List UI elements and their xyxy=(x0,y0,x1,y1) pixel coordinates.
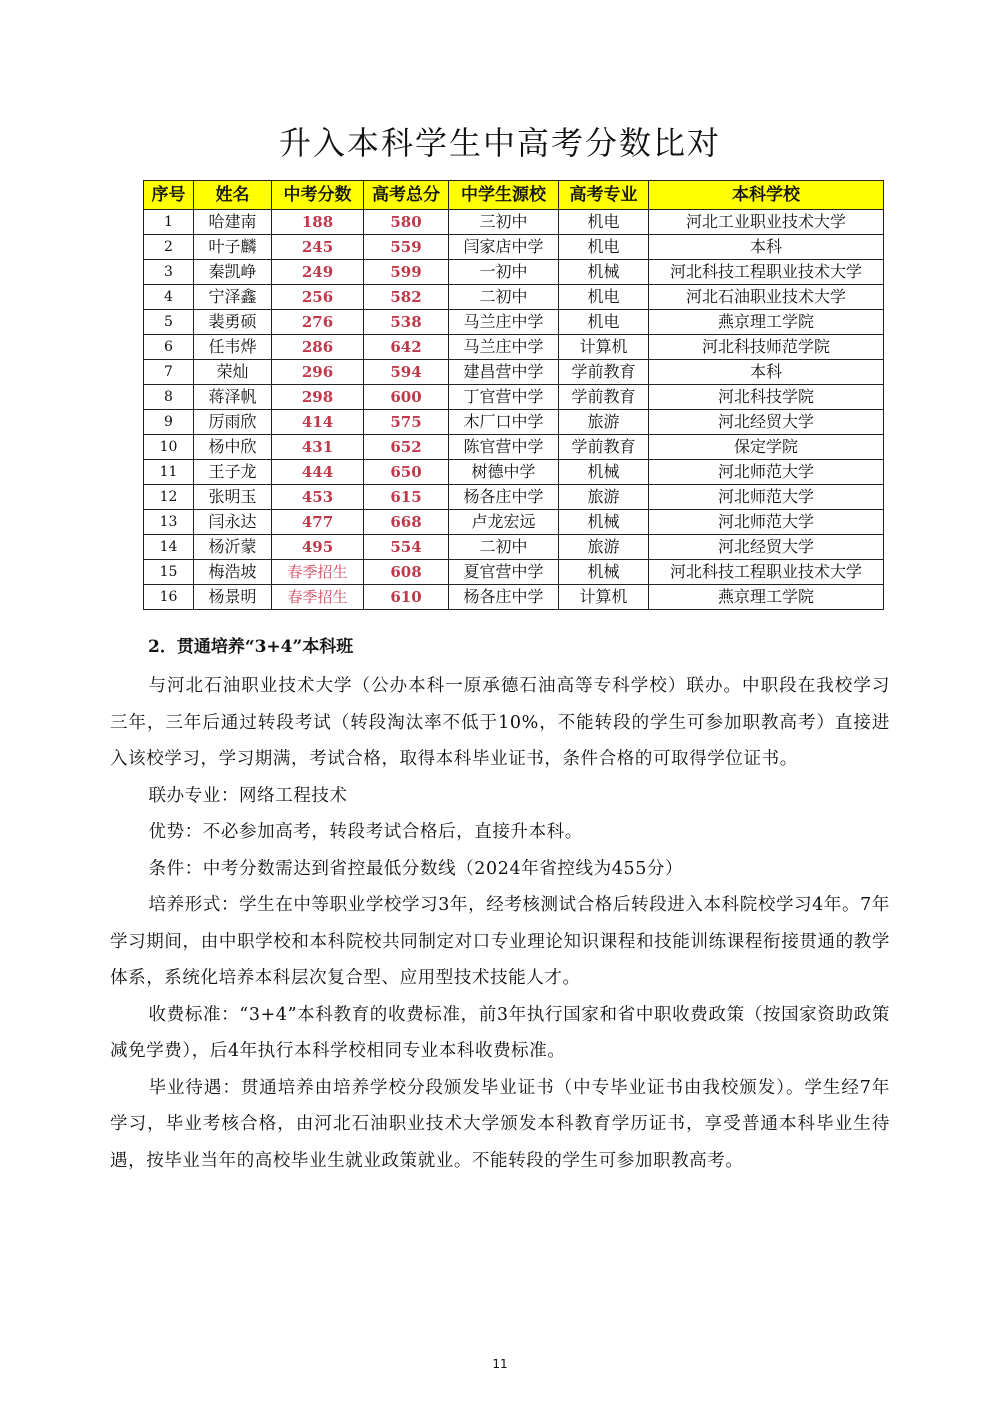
paragraph: 联办专业：网络工程技术 xyxy=(148,785,348,806)
source-school: 木厂口中学 xyxy=(449,410,559,435)
source-school: 一初中 xyxy=(449,260,559,285)
table-row xyxy=(144,510,884,535)
row-index: 8 xyxy=(144,385,194,410)
gaokao-score: 554 xyxy=(364,535,449,560)
row-index: 16 xyxy=(144,585,194,610)
university: 河北科技师范学院 xyxy=(649,335,884,360)
header-cell: 中考分数 xyxy=(272,181,364,210)
gaokao-score: 642 xyxy=(364,335,449,360)
student-name: 哈建南 xyxy=(194,210,272,235)
university: 燕京理工学院 xyxy=(649,585,884,610)
row-index: 1 xyxy=(144,210,194,235)
student-name: 王子龙 xyxy=(194,460,272,485)
row-index: 11 xyxy=(144,460,194,485)
student-name: 蒋泽帆 xyxy=(194,385,272,410)
gaokao-score: 580 xyxy=(364,210,449,235)
zhongkao-score: 286 xyxy=(272,335,364,360)
major: 机械 xyxy=(559,460,649,485)
major: 机械 xyxy=(559,560,649,585)
major: 机电 xyxy=(559,210,649,235)
gaokao-score: 594 xyxy=(364,360,449,385)
zhongkao-score: 春季招生 xyxy=(272,560,364,585)
university: 河北科技学院 xyxy=(649,385,884,410)
source-school: 闫家店中学 xyxy=(449,235,559,260)
zhongkao-score: 453 xyxy=(272,485,364,510)
source-school: 丁官营中学 xyxy=(449,385,559,410)
zhongkao-score: 276 xyxy=(272,310,364,335)
table-row xyxy=(144,310,884,335)
paragraph: 收费标准：“3+4”本科教育的收费标准，前3年执行国家和省中职收费政策（按国家资助政策减免学费），后4年执行本科学校相同专业本科收费标准。 xyxy=(110,1004,890,1061)
zhongkao-score: 298 xyxy=(272,385,364,410)
source-school: 马兰庄中学 xyxy=(449,335,559,360)
header-cell: 高考专业 xyxy=(559,181,649,210)
major: 旅游 xyxy=(559,410,649,435)
table-row xyxy=(144,435,884,460)
source-school: 二初中 xyxy=(449,285,559,310)
paragraph: 毕业待遇：贯通培养由培养学校分段颁发毕业证书（中专毕业证书由我校颁发）。学生经7年学习，毕业考核合格，由河北石油职业技术大学颁发本科教育学历证书，享受普通本科毕业生待遇，按毕业当年的高校毕业生就业政策就业。不能转段的学生可参加职教高考。 xyxy=(110,1077,890,1171)
gaokao-score: 650 xyxy=(364,460,449,485)
gaokao-score: 608 xyxy=(364,560,449,585)
header-cell: 中学生源校 xyxy=(449,181,559,210)
page-title: 升入本科学生中高考分数比对 xyxy=(278,124,721,162)
gaokao-score: 652 xyxy=(364,435,449,460)
table-row xyxy=(144,360,884,385)
zhongkao-score: 188 xyxy=(272,210,364,235)
university: 河北工业职业技术大学 xyxy=(649,210,884,235)
student-name: 叶子麟 xyxy=(194,235,272,260)
student-name: 杨景明 xyxy=(194,585,272,610)
source-school: 树德中学 xyxy=(449,460,559,485)
university: 河北师范大学 xyxy=(649,460,884,485)
score-comparison-table xyxy=(143,180,884,610)
university: 河北石油职业技术大学 xyxy=(649,285,884,310)
gaokao-score: 559 xyxy=(364,235,449,260)
row-index: 13 xyxy=(144,510,194,535)
table-header-row xyxy=(144,181,884,210)
table-row xyxy=(144,485,884,510)
header-cell: 本科学校 xyxy=(649,181,884,210)
zhongkao-score: 256 xyxy=(272,285,364,310)
source-school: 杨各庄中学 xyxy=(449,585,559,610)
row-index: 14 xyxy=(144,535,194,560)
page-number: 11 xyxy=(492,1357,508,1371)
source-school: 建昌营中学 xyxy=(449,360,559,385)
major: 学前教育 xyxy=(559,435,649,460)
major: 计算机 xyxy=(559,335,649,360)
major: 机电 xyxy=(559,310,649,335)
major: 学前教育 xyxy=(559,385,649,410)
paragraph: 与河北石油职业技术大学（公办本科一原承德石油高等专科学校）联办。中职段在我校学习三年，三年后通过转段考试（转段淘汰率不低于10%，不能转段的学生可参加职教高考）直接进入该校学习，学习期满，考试合格，取得本科毕业证书，条件合格的可取得学位证书。 xyxy=(110,676,890,769)
header-cell: 高考总分 xyxy=(364,181,449,210)
table-row xyxy=(144,585,884,610)
student-name: 梅浩坡 xyxy=(194,560,272,585)
zhongkao-score: 431 xyxy=(272,435,364,460)
table-row xyxy=(144,535,884,560)
header-cell: 序号 xyxy=(144,181,194,210)
row-index: 10 xyxy=(144,435,194,460)
section-heading: 2．贯通培养“3+4”本科班 xyxy=(148,637,354,657)
university: 河北经贸大学 xyxy=(649,535,884,560)
student-name: 荣灿 xyxy=(194,360,272,385)
university: 本科 xyxy=(649,235,884,260)
student-name: 闫永达 xyxy=(194,510,272,535)
table-row xyxy=(144,260,884,285)
row-index: 15 xyxy=(144,560,194,585)
major: 旅游 xyxy=(559,535,649,560)
source-school: 二初中 xyxy=(449,535,559,560)
gaokao-score: 582 xyxy=(364,285,449,310)
row-index: 7 xyxy=(144,360,194,385)
row-index: 9 xyxy=(144,410,194,435)
major: 计算机 xyxy=(559,585,649,610)
table-row xyxy=(144,385,884,410)
table-row xyxy=(144,560,884,585)
gaokao-score: 575 xyxy=(364,410,449,435)
row-index: 12 xyxy=(144,485,194,510)
student-name: 杨沂蒙 xyxy=(194,535,272,560)
source-school: 三初中 xyxy=(449,210,559,235)
table-row xyxy=(144,460,884,485)
university: 河北科技工程职业技术大学 xyxy=(649,560,884,585)
paragraph: 优势：不必参加高考，转段考试合格后，直接升本科。 xyxy=(148,822,583,842)
gaokao-score: 600 xyxy=(364,385,449,410)
gaokao-score: 610 xyxy=(364,585,449,610)
zhongkao-score: 296 xyxy=(272,360,364,385)
paragraph: 条件：中考分数需达到省控最低分数线（2024年省控线为455分） xyxy=(148,858,684,879)
source-school: 马兰庄中学 xyxy=(449,310,559,335)
gaokao-score: 615 xyxy=(364,485,449,510)
zhongkao-score: 444 xyxy=(272,460,364,485)
university: 河北师范大学 xyxy=(649,510,884,535)
student-name: 杨中欣 xyxy=(194,435,272,460)
body-text xyxy=(110,668,890,1179)
source-school: 卢龙宏远 xyxy=(449,510,559,535)
student-name: 宁泽鑫 xyxy=(194,285,272,310)
zhongkao-score: 245 xyxy=(272,235,364,260)
source-school: 夏官营中学 xyxy=(449,560,559,585)
table-row xyxy=(144,210,884,235)
gaokao-score: 538 xyxy=(364,310,449,335)
university: 燕京理工学院 xyxy=(649,310,884,335)
source-school: 陈官营中学 xyxy=(449,435,559,460)
source-school: 杨各庄中学 xyxy=(449,485,559,510)
student-name: 秦凯峥 xyxy=(194,260,272,285)
table-row xyxy=(144,335,884,360)
major: 学前教育 xyxy=(559,360,649,385)
zhongkao-score: 477 xyxy=(272,510,364,535)
university: 河北科技工程职业技术大学 xyxy=(649,260,884,285)
gaokao-score: 599 xyxy=(364,260,449,285)
header-cell: 姓名 xyxy=(194,181,272,210)
major: 机械 xyxy=(559,510,649,535)
zhongkao-score: 414 xyxy=(272,410,364,435)
university: 河北经贸大学 xyxy=(649,410,884,435)
major: 机电 xyxy=(559,235,649,260)
table-row xyxy=(144,410,884,435)
major: 机电 xyxy=(559,285,649,310)
university: 河北师范大学 xyxy=(649,485,884,510)
row-index: 6 xyxy=(144,335,194,360)
zhongkao-score: 春季招生 xyxy=(272,585,364,610)
table-body xyxy=(144,210,884,610)
major: 旅游 xyxy=(559,485,649,510)
gaokao-score: 668 xyxy=(364,510,449,535)
row-index: 4 xyxy=(144,285,194,310)
university: 本科 xyxy=(649,360,884,385)
university: 保定学院 xyxy=(649,435,884,460)
paragraph: 培养形式：学生在中等职业学校学习3年，经考核测试合格后转段进入本科院校学习4年。7年学习期间，由中职学校和本科院校共同制定对口专业理论知识课程和技能训练课程衔接贯通的教学体系，系统化培养本科层次复合型、应用型技术技能人才。 xyxy=(110,895,890,988)
student-name: 厉雨欣 xyxy=(194,410,272,435)
table-row xyxy=(144,285,884,310)
student-name: 张明玉 xyxy=(194,485,272,510)
table-row xyxy=(144,235,884,260)
zhongkao-score: 495 xyxy=(272,535,364,560)
row-index: 3 xyxy=(144,260,194,285)
student-name: 任韦烨 xyxy=(194,335,272,360)
major: 机械 xyxy=(559,260,649,285)
zhongkao-score: 249 xyxy=(272,260,364,285)
row-index: 2 xyxy=(144,235,194,260)
row-index: 5 xyxy=(144,310,194,335)
student-name: 裴勇硕 xyxy=(194,310,272,335)
